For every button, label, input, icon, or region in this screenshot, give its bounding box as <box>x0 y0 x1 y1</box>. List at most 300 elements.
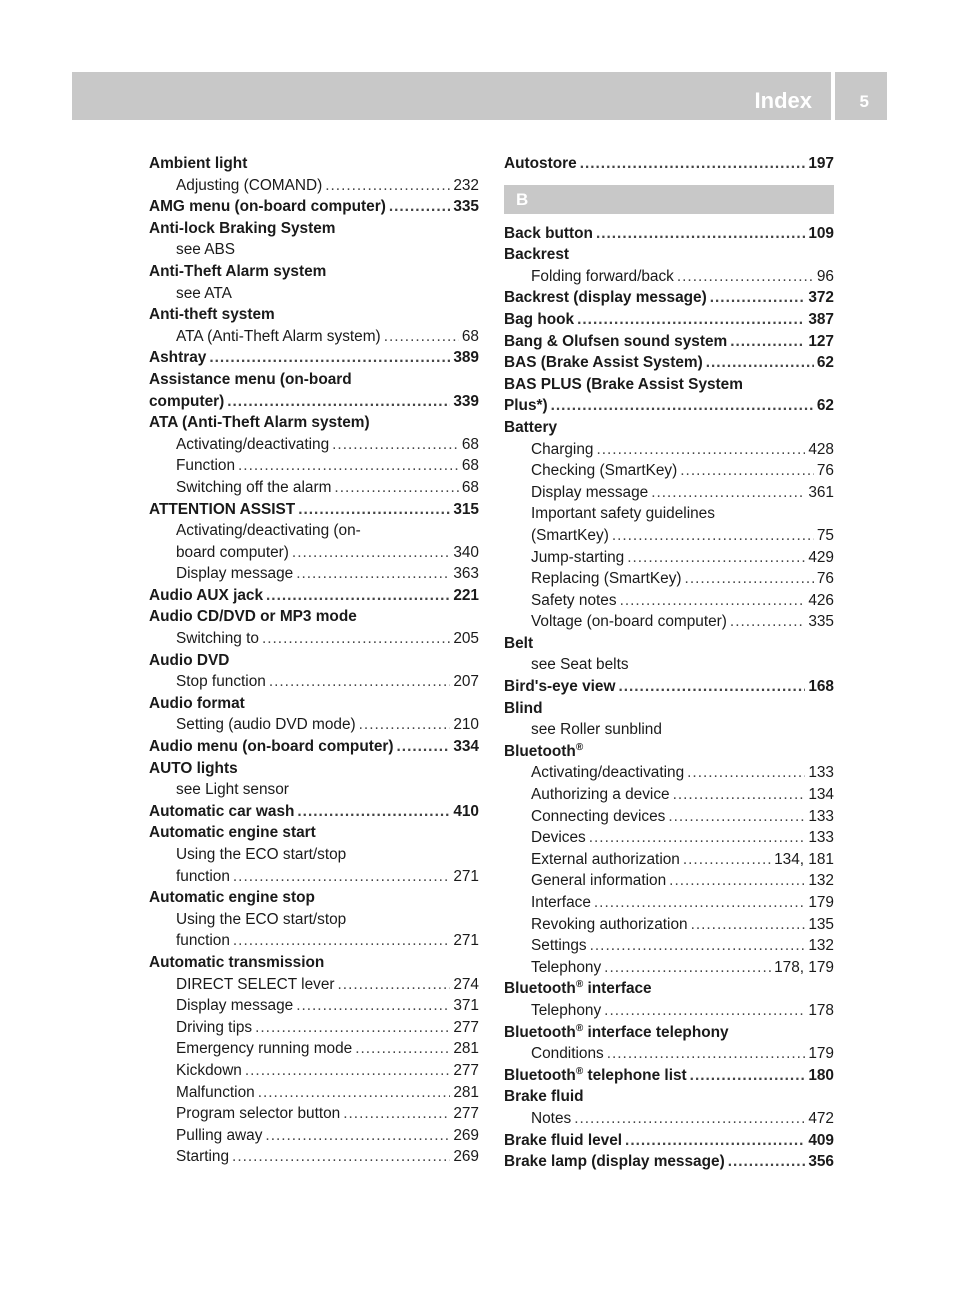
page-ref[interactable]: 68 <box>461 478 479 496</box>
index-entry: Bluetooth® interface telephony <box>504 1022 729 1041</box>
entry-label: Audio AUX jack <box>149 586 264 604</box>
entry-label: Authorizing a device <box>531 786 670 804</box>
entry-label: ATA (Anti-Theft Alarm system) <box>176 327 381 345</box>
entry-label: Blind <box>504 699 543 717</box>
page-ref[interactable]: 178 <box>808 1001 834 1019</box>
entry-label: Adjusting (COMAND) <box>176 176 323 194</box>
index-subentry[interactable] <box>149 1082 479 1104</box>
index-entry <box>149 650 479 672</box>
page-ref[interactable]: 68 <box>461 435 479 453</box>
dot-leader <box>625 1130 805 1152</box>
entry-label: Brake fluid <box>504 1088 584 1106</box>
index-entry[interactable] <box>504 352 834 374</box>
page-ref[interactable]: 178, 179 <box>774 958 834 976</box>
index-entry[interactable] <box>149 347 479 369</box>
index-entry[interactable] <box>504 309 834 331</box>
index-entry[interactable] <box>149 801 479 823</box>
dot-leader <box>233 930 450 952</box>
dot-leader <box>590 935 806 957</box>
header-title: Index <box>754 88 812 113</box>
page-ref[interactable]: 96 <box>816 267 834 285</box>
dot-leader <box>397 736 451 758</box>
entry-label: Emergency running mode <box>176 1040 353 1058</box>
entry-label: function <box>176 867 230 885</box>
page-ref[interactable]: 207 <box>453 673 479 691</box>
page-ref[interactable]: 426 <box>808 591 834 609</box>
index-column-left <box>149 153 479 1168</box>
page-ref[interactable]: 179 <box>808 1045 834 1063</box>
dot-leader <box>690 1065 806 1087</box>
index-subentry[interactable] <box>149 1125 479 1147</box>
index-subentry[interactable] <box>504 914 834 936</box>
page-ref[interactable]: 387 <box>808 310 834 328</box>
entry-label: Bang & Olufsen sound system <box>504 332 728 350</box>
dot-leader <box>651 482 805 504</box>
entry-label: Display message <box>176 997 294 1015</box>
entry-label: Ambient light <box>149 155 248 172</box>
index-entry[interactable] <box>504 223 834 245</box>
dot-leader <box>262 628 450 650</box>
entry-label: Ashtray <box>149 349 207 367</box>
entry-label: Backrest (display message) <box>504 289 707 307</box>
index-entry <box>504 374 834 396</box>
index-subentry[interactable] <box>149 455 479 477</box>
dot-leader <box>627 547 805 569</box>
entry-label: Brake lamp (display message) <box>504 1153 725 1171</box>
entry-label: Telephony <box>531 958 602 976</box>
index-subentry[interactable] <box>149 326 479 348</box>
index-subentry <box>149 283 479 305</box>
page-ref[interactable]: 134 <box>808 786 834 804</box>
dot-leader <box>596 439 805 461</box>
page-ref[interactable]: 68 <box>461 457 479 475</box>
dot-leader <box>685 568 814 590</box>
dot-leader <box>680 460 814 482</box>
index-entry[interactable] <box>149 736 479 758</box>
dot-leader <box>298 499 450 521</box>
index-subentry <box>149 909 479 931</box>
section-letter-bar: B <box>504 185 834 214</box>
entry-label: Backrest <box>504 246 570 264</box>
index-entry[interactable] <box>149 391 479 413</box>
header-bar <box>72 72 887 120</box>
entry-label: Program selector button <box>176 1105 341 1123</box>
index-subentry <box>504 654 834 676</box>
dot-leader <box>618 676 805 698</box>
index-subentry[interactable] <box>504 568 834 590</box>
index-subentry[interactable] <box>504 547 834 569</box>
entry-label: Switching off the alarm <box>176 478 332 496</box>
entry-label: function <box>176 932 230 950</box>
entry-label: Malfunction <box>176 1083 255 1101</box>
dot-leader <box>209 347 450 369</box>
entry-label: BAS (Brake Assist System) <box>504 354 703 372</box>
dot-leader <box>604 957 771 979</box>
entry-label: Pulling away <box>176 1126 263 1144</box>
dot-leader <box>710 287 806 309</box>
entry-label: ATTENTION ASSIST <box>149 500 296 518</box>
index-entry: Bluetooth® <box>504 741 584 760</box>
page-ref[interactable]: 133 <box>808 829 834 847</box>
index-entry <box>149 304 479 326</box>
index-entry[interactable] <box>504 1151 834 1173</box>
entry-label: General information <box>531 872 667 890</box>
dot-leader <box>359 714 451 736</box>
dot-leader <box>687 762 805 784</box>
entry-label: Notes <box>531 1109 572 1127</box>
page-ref[interactable]: 410 <box>453 802 479 820</box>
dot-leader <box>574 1108 805 1130</box>
page-ref[interactable]: 132 <box>808 937 834 955</box>
index-entry[interactable] <box>504 331 834 353</box>
index-entry <box>149 412 479 434</box>
index-subentry[interactable] <box>149 714 479 736</box>
entry-label: computer) <box>149 392 225 410</box>
page-ref[interactable]: 429 <box>808 548 834 566</box>
index-subentry <box>149 844 479 866</box>
index-subentry[interactable] <box>504 482 834 504</box>
entry-label: see Roller sunblind <box>531 721 662 739</box>
dot-leader <box>269 671 450 693</box>
page-ref[interactable]: 232 <box>453 176 479 194</box>
index-entry <box>149 369 479 391</box>
index-entry[interactable] <box>149 499 479 521</box>
dot-leader <box>706 352 814 374</box>
page-ref[interactable]: 109 <box>808 224 834 242</box>
index-entry[interactable] <box>504 395 834 417</box>
dot-leader <box>612 525 814 547</box>
index-entry <box>504 698 834 720</box>
entry-label: Automatic engine start <box>149 824 316 842</box>
index-entry <box>149 693 479 715</box>
entry-label: Replacing (SmartKey) <box>531 570 682 588</box>
page-ref[interactable]: 271 <box>453 932 479 950</box>
index-entry <box>149 952 479 974</box>
page-ref[interactable]: 277 <box>453 1018 479 1036</box>
index-entry <box>149 887 479 909</box>
page-ref[interactable]: 221 <box>453 586 479 604</box>
entry-label: Telephony <box>531 1001 602 1019</box>
entry-label: Jump-starting <box>531 548 625 566</box>
dot-leader <box>669 870 805 892</box>
page-ref[interactable]: 363 <box>453 565 479 583</box>
entry-label: Bluetooth <box>504 980 576 998</box>
index-entry[interactable] <box>149 585 479 607</box>
entry-label: Checking (SmartKey) <box>531 462 678 480</box>
page-ref[interactable]: 205 <box>453 630 479 648</box>
page-ref[interactable]: 168 <box>808 678 834 696</box>
index-subentry[interactable] <box>504 762 834 784</box>
entry-label: Display message <box>531 483 649 501</box>
entry-label: Devices <box>531 829 586 847</box>
dot-leader <box>258 1082 451 1104</box>
index-subentry[interactable] <box>504 806 834 828</box>
page-ref[interactable]: 62 <box>816 354 834 372</box>
index-subentry[interactable] <box>504 439 834 461</box>
index-entry <box>149 758 479 780</box>
entry-label: Bird's-eye view <box>504 678 616 696</box>
page-ref[interactable]: 135 <box>808 915 834 933</box>
index-subentry <box>504 503 834 525</box>
index-subentry[interactable] <box>504 784 834 806</box>
index-subentry[interactable] <box>149 477 479 499</box>
index-entry[interactable] <box>504 1130 834 1152</box>
page-ref[interactable]: 197 <box>808 155 834 172</box>
index-subentry <box>149 520 479 542</box>
page-ref[interactable]: 62 <box>816 397 834 415</box>
entry-label: Anti-lock Braking System <box>149 219 336 237</box>
index-subentry[interactable] <box>504 935 834 957</box>
page-ref[interactable]: 409 <box>808 1131 834 1149</box>
dot-leader <box>332 434 459 456</box>
entry-label: Setting (audio DVD mode) <box>176 716 356 734</box>
index-column-right <box>504 153 834 1173</box>
page-ref[interactable]: 334 <box>453 738 479 756</box>
entry-label: Bag hook <box>504 310 575 328</box>
entry-label: see ABS <box>176 241 236 259</box>
index-entry <box>504 417 834 439</box>
index-subentry <box>149 779 479 801</box>
page-ref[interactable]: 133 <box>808 764 834 782</box>
index-entry <box>149 261 479 283</box>
index-entry[interactable] <box>504 153 834 175</box>
page-ref[interactable]: 277 <box>453 1061 479 1079</box>
page-ref[interactable]: 281 <box>453 1040 479 1058</box>
page-ref[interactable]: 271 <box>453 867 479 885</box>
page-ref[interactable]: 389 <box>453 349 479 367</box>
index-subentry[interactable] <box>149 1060 479 1082</box>
page-ref[interactable]: 180 <box>808 1066 834 1084</box>
page-ref[interactable]: 133 <box>808 807 834 825</box>
page-ref[interactable]: 372 <box>808 289 834 307</box>
entry-label: External authorization <box>531 850 680 868</box>
entry-label: Autostore <box>504 155 577 172</box>
entry-label: Connecting devices <box>531 807 666 825</box>
entry-label: Folding forward/back <box>531 267 674 285</box>
entry-label: see Seat belts <box>531 656 629 674</box>
page-ref[interactable]: 210 <box>453 716 479 734</box>
index-entry <box>149 218 479 240</box>
index-subentry[interactable] <box>149 1038 479 1060</box>
entry-label: ATA (Anti-Theft Alarm system) <box>149 414 370 432</box>
index-subentry[interactable] <box>504 849 834 871</box>
index-subentry[interactable] <box>149 1017 479 1039</box>
index-subentry[interactable] <box>504 611 834 633</box>
page-ref[interactable]: 277 <box>453 1105 479 1123</box>
entry-label: Bluetooth <box>504 1023 576 1041</box>
dot-leader <box>683 849 771 871</box>
page-ref[interactable]: 132 <box>808 872 834 890</box>
page-ref[interactable]: 335 <box>808 613 834 631</box>
entry-label: Belt <box>504 634 534 652</box>
index-subentry[interactable] <box>504 870 834 892</box>
entry-label: DIRECT SELECT lever <box>176 975 335 993</box>
entry-label: Driving tips <box>176 1018 253 1036</box>
index-subentry[interactable] <box>149 1146 479 1168</box>
dot-leader <box>265 1125 450 1147</box>
dot-leader <box>730 331 805 353</box>
entry-label: BAS PLUS (Brake Assist System <box>504 375 743 393</box>
index-entry: Bluetooth® interface <box>504 979 652 998</box>
dot-leader <box>227 391 450 413</box>
index-subentry[interactable] <box>504 460 834 482</box>
entry-label: Plus*) <box>504 397 548 415</box>
index-entry[interactable] <box>504 1065 834 1087</box>
dot-leader <box>730 611 805 633</box>
index-subentry[interactable] <box>149 974 479 996</box>
index-subentry[interactable] <box>504 827 834 849</box>
dot-leader <box>673 784 806 806</box>
entry-label: Starting <box>176 1148 230 1166</box>
entry-label: Audio menu (on-board computer) <box>149 738 394 756</box>
dot-leader <box>296 563 450 585</box>
page-ref[interactable]: 76 <box>816 570 834 588</box>
index-entry[interactable] <box>504 676 834 698</box>
index-subentry[interactable] <box>504 892 834 914</box>
entry-label: Back button <box>504 224 593 242</box>
entry-label: Anti-Theft Alarm system <box>149 262 327 280</box>
index-entry <box>149 153 479 175</box>
index-subentry[interactable] <box>504 1108 834 1130</box>
entry-label: Activating/deactivating (on- <box>176 522 361 540</box>
index-subentry[interactable] <box>504 1043 834 1065</box>
page-ref[interactable]: 269 <box>453 1148 479 1166</box>
dot-leader <box>594 892 805 914</box>
entry-label: Brake fluid level <box>504 1131 623 1149</box>
entry-label: Charging <box>531 440 594 458</box>
dot-leader <box>296 995 450 1017</box>
entry-label: Automatic transmission <box>149 953 325 971</box>
dot-leader <box>255 1017 450 1039</box>
page-ref[interactable]: 335 <box>453 198 479 216</box>
entry-label: Audio DVD <box>149 651 230 669</box>
entry-label: Activating/deactivating <box>176 435 330 453</box>
entry-label: Anti-theft system <box>149 306 275 324</box>
entry-label: Assistance menu (on-board <box>149 370 352 388</box>
dot-leader <box>668 806 805 828</box>
index-subentry[interactable] <box>149 563 479 585</box>
dot-leader <box>292 542 450 564</box>
dot-leader <box>297 801 450 823</box>
header-divider <box>831 72 835 120</box>
entry-label: see ATA <box>176 284 232 302</box>
index-subentry[interactable] <box>149 930 479 952</box>
entry-label: Safety notes <box>531 591 617 609</box>
index-entry <box>504 633 834 655</box>
dot-leader <box>233 866 450 888</box>
page-ref[interactable]: 340 <box>453 543 479 561</box>
dot-leader <box>607 1043 806 1065</box>
page-ref[interactable]: 75 <box>816 526 834 544</box>
page-ref[interactable]: 76 <box>816 462 834 480</box>
entry-label: Activating/deactivating <box>531 764 685 782</box>
page-ref[interactable]: 361 <box>808 483 834 501</box>
index-subentry[interactable] <box>149 671 479 693</box>
entry-label: board computer) <box>176 543 289 561</box>
index-entry[interactable] <box>504 287 834 309</box>
index-subentry[interactable] <box>149 866 479 888</box>
index-subentry[interactable] <box>504 590 834 612</box>
dot-leader <box>620 590 806 612</box>
entry-label: Interface <box>531 894 591 911</box>
index-subentry <box>504 719 834 741</box>
index-subentry[interactable] <box>504 266 834 288</box>
dot-leader <box>728 1151 806 1173</box>
index-entry <box>504 1086 834 1108</box>
entry-label: Bluetooth <box>504 742 576 760</box>
page-ref[interactable]: 269 <box>453 1126 479 1144</box>
index-subentry[interactable] <box>149 175 479 197</box>
index-subentry[interactable] <box>504 525 834 547</box>
dot-leader <box>338 974 451 996</box>
entry-label: Settings <box>531 937 587 955</box>
index-subentry <box>149 239 479 261</box>
index-subentry[interactable] <box>149 1103 479 1125</box>
entry-label: Function <box>176 457 236 475</box>
dot-leader <box>551 395 814 417</box>
dot-leader <box>677 266 814 288</box>
entry-label: Automatic car wash <box>149 802 295 820</box>
entry-label: Using the ECO start/stop <box>176 846 347 863</box>
dot-leader <box>325 175 450 197</box>
entry-label: Audio format <box>149 694 245 712</box>
index-entry <box>149 606 479 628</box>
index-subentry[interactable] <box>149 628 479 650</box>
page-ref[interactable]: 134, 181 <box>774 850 834 868</box>
index-entry <box>149 822 479 844</box>
entry-label: Stop function <box>176 673 266 691</box>
entry-label: Using the ECO start/stop <box>176 910 347 928</box>
index-subentry[interactable] <box>504 957 834 979</box>
page-ref[interactable]: 339 <box>453 392 479 410</box>
page-ref[interactable]: 68 <box>461 327 479 345</box>
index-entry[interactable] <box>149 196 479 218</box>
dot-leader <box>238 455 459 477</box>
page-ref[interactable]: 179 <box>808 894 834 911</box>
page-number: 5 <box>859 92 869 111</box>
entry-label: Battery <box>504 418 558 436</box>
index-subentry[interactable] <box>504 1000 834 1022</box>
index-subentry[interactable] <box>149 995 479 1017</box>
page-ref[interactable]: 274 <box>453 975 479 993</box>
index-subentry[interactable] <box>149 542 479 564</box>
entry-label: Audio CD/DVD or MP3 mode <box>149 608 357 626</box>
dot-leader <box>596 223 805 245</box>
dot-leader <box>343 1103 450 1125</box>
dot-leader <box>589 827 806 849</box>
dot-leader <box>389 196 450 218</box>
dot-leader <box>266 585 450 607</box>
page-ref[interactable]: 371 <box>453 997 479 1015</box>
index-entry <box>504 244 834 266</box>
dot-leader <box>245 1060 450 1082</box>
entry-label: AUTO lights <box>149 759 238 777</box>
page-ref[interactable]: 356 <box>808 1153 834 1171</box>
entry-label: Revoking authorization <box>531 915 688 933</box>
entry-label: see Light sensor <box>176 781 289 799</box>
page-ref[interactable]: 281 <box>453 1083 479 1101</box>
page-ref[interactable]: 428 <box>808 440 834 458</box>
page-ref[interactable]: 315 <box>453 500 479 518</box>
dot-leader <box>580 153 806 175</box>
page-ref[interactable]: 127 <box>808 332 834 350</box>
dot-leader <box>355 1038 450 1060</box>
entry-label: Voltage (on-board computer) <box>531 613 727 631</box>
dot-leader <box>232 1146 450 1168</box>
page-ref[interactable]: 472 <box>808 1109 834 1127</box>
index-subentry[interactable] <box>149 434 479 456</box>
entry-label: Display message <box>176 565 294 583</box>
